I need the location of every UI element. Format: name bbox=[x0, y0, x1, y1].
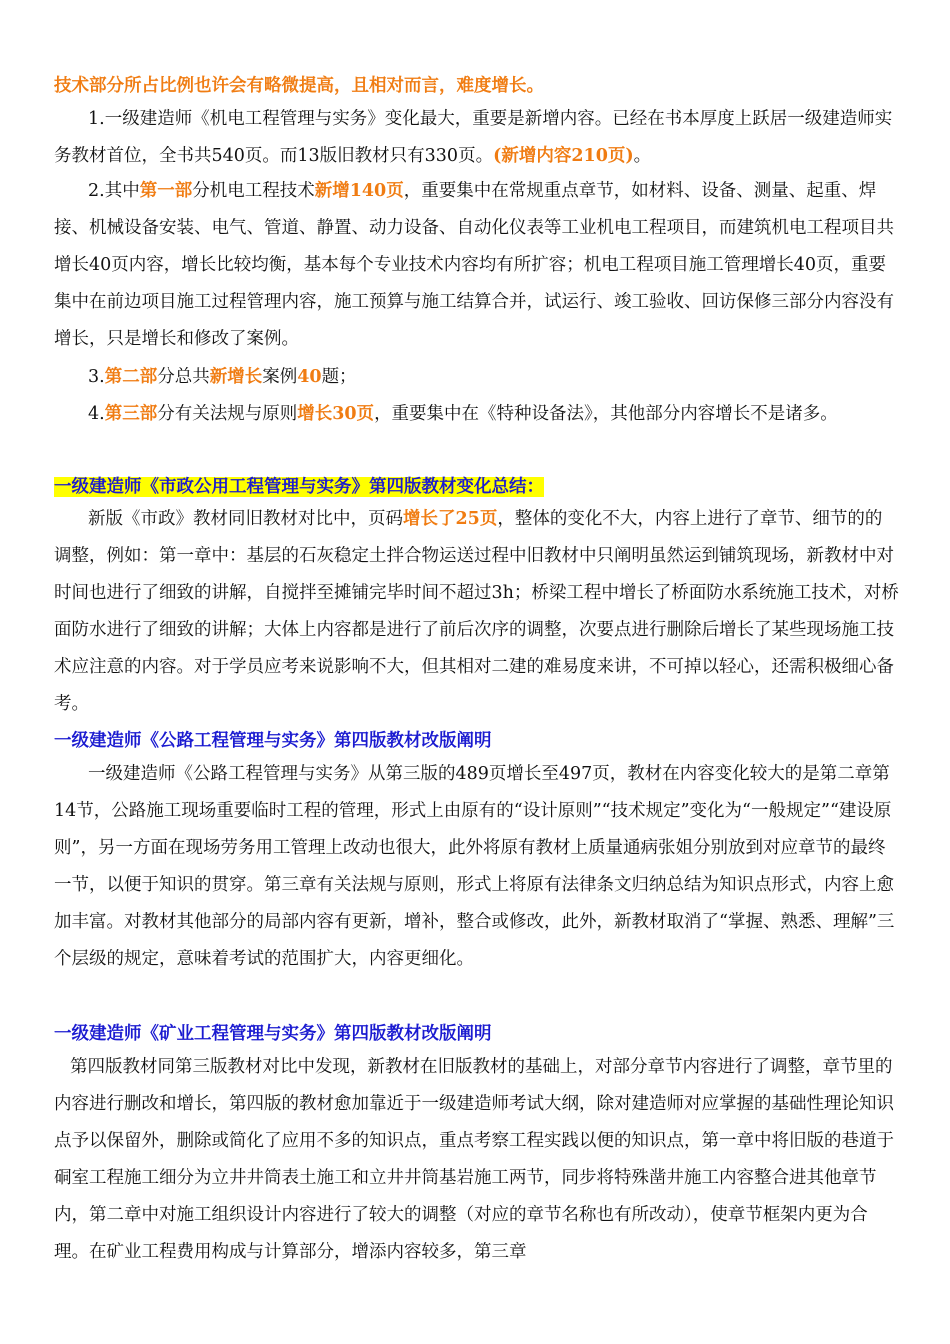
jidian-p3-part-two: 第二部 bbox=[104, 367, 158, 387]
jidian-p3-text-e: 案例 bbox=[262, 367, 298, 387]
jidian-p2-text-c: 分机电工程技术 bbox=[192, 181, 315, 201]
jidian-p2-added-pages: 新增140页 bbox=[314, 181, 404, 201]
jidian-p2-text-e: ，重要集中在常规重点章节，如材料、设备、测量、起重、焊接、机械设备安装、电气、管道、静置、动力设备、自动化仪表等工业机电工程项目，而建筑机电工程项目共增长40页内容，增长比较均衡，基本每个专业技术内容均有所扩容；机电工程项目施工管理增长40页，重要集中在前边项目施工过程管理内容，施工预算与施工结算合并，试运行、竣工验收、回访保修三部分内容没有增长，只是增长和修改了案例。 bbox=[54, 181, 894, 349]
shizheng-paragraph bbox=[54, 501, 899, 723]
jidian-p1-highlight: (新增内容210页) bbox=[493, 146, 634, 166]
gonglu-paragraph: 一级建造师《公路工程管理与实务》从第三版的489页增长至497页，教材在内容变化较大的是第二章第14节，公路施工现场重要临时工程的管理，形式上由原有的“设计原则”“技术规定”变化为“一般规定”“建设原则”，另一方面在现场劳务用工管理上改动也很大，此外将原有教材上质量通病张姐分别放到对应章节的最终一节，以便于知识的贯穿。第三章有关法规与原则，形式上将原有法律条文归纳总结为知识点形式，内容上愈加丰富。对教材其他部分的局部内容有更新，增补，整合或修改，此外，新教材取消了“掌握、熟悉、理解”三个层级的规定，意味着考试的范围扩大，内容更细化。 bbox=[54, 764, 895, 969]
shizheng-text-a: 新版《市政》教材同旧教材对比中，页码 bbox=[88, 509, 403, 529]
kuangye-heading: 一级建造师《矿业工程管理与实务》第四版教材改版阐明 bbox=[54, 1024, 492, 1044]
jidian-p3-text-g: 题； bbox=[321, 367, 357, 387]
jidian-p2-part-one: 第一部 bbox=[139, 181, 193, 201]
shizheng-heading-row bbox=[54, 472, 544, 502]
jidian-p2-text-a: 2.其中 bbox=[88, 181, 140, 201]
jidian-p3-added: 新增长 bbox=[209, 367, 263, 387]
intro-line: 技术部分所占比例也许会有略微提高，且相对而言，难度增长。 bbox=[54, 76, 544, 96]
jidian-p3-num: 3. bbox=[88, 367, 105, 387]
jidian-p3-count: 40 bbox=[297, 367, 322, 387]
jidian-p4-text-c: 分有关法规与原则 bbox=[157, 404, 298, 424]
jidian-p4-text-e: ，重要集中在《特种设备法》，其他部分内容增长不是诸多。 bbox=[374, 404, 838, 424]
jidian-paragraph-3 bbox=[54, 359, 899, 396]
jidian-p4-part-three: 第三部 bbox=[104, 404, 158, 424]
jidian-paragraph-2 bbox=[54, 173, 899, 358]
jidian-p4-added-pages: 增长30页 bbox=[297, 404, 375, 424]
jidian-p1-end: 。 bbox=[633, 146, 652, 166]
shizheng-added-pages: 增长了25页 bbox=[403, 509, 498, 529]
jidian-paragraph-1 bbox=[54, 101, 899, 175]
gonglu-heading: 一级建造师《公路工程管理与实务》第四版教材改版阐明 bbox=[54, 731, 492, 751]
shizheng-text-c: ，整体的变化不大，内容上进行了章节、细节的的调整，例如：第一章中：基层的石灰稳定土拌合物运送过程中旧教材中只阐明虽然运到铺筑现场，新教材中对时间也进行了细致的讲解，自搅拌至摊铺完毕时间不超过3h；桥梁工程中增长了桥面防水系统施工技术，对桥面防水进行了细致的讲解；大体上内容都是进行了前后次序的调整，次要点进行删除后增长了某些现场施工技术应注意的内容。对于学员应考来说影响不大，但其相对二建的难易度来讲，不可掉以轻心，还需积极细心备考。 bbox=[54, 509, 899, 714]
shizheng-heading: 一级建造师《市政公用工程管理与实务》第四版教材变化总结： bbox=[54, 477, 544, 497]
jidian-paragraph-4 bbox=[54, 396, 914, 433]
jidian-p3-text-c: 分总共 bbox=[157, 367, 210, 387]
jidian-p1-text: 1.一级建造师《机电工程管理与实务》变化最大，重要是新增内容。已经在书本厚度上跃居一级建造师实务教材首位，全书共540页。而13版旧教材只有330页。 bbox=[54, 109, 893, 166]
kuangye-paragraph: 第四版教材同第三版教材对比中发现，新教材在旧版教材的基础上，对部分章节内容进行了调整，章节里的内容进行删改和增长，第四版的教材愈加靠近于一级建造师考试大纲，除对建造师对应掌握的基础性理论知识点予以保留外，删除或简化了应用不多的知识点，重点考察工程实践以便的知识点，第一章中将旧版的巷道于硐室工程施工细分为立井井筒表土施工和立井井筒基岩施工两节，同步将特殊凿井施工内容整合进其他章节内，第二章中对施工组织设计内容进行了较大的调整（对应的章节名称也有所改动），使章节框架内更为合理。在矿业工程费用构成与计算部分，增添内容较多，第三章 bbox=[54, 1057, 894, 1262]
jidian-p4-num: 4. bbox=[88, 404, 105, 424]
